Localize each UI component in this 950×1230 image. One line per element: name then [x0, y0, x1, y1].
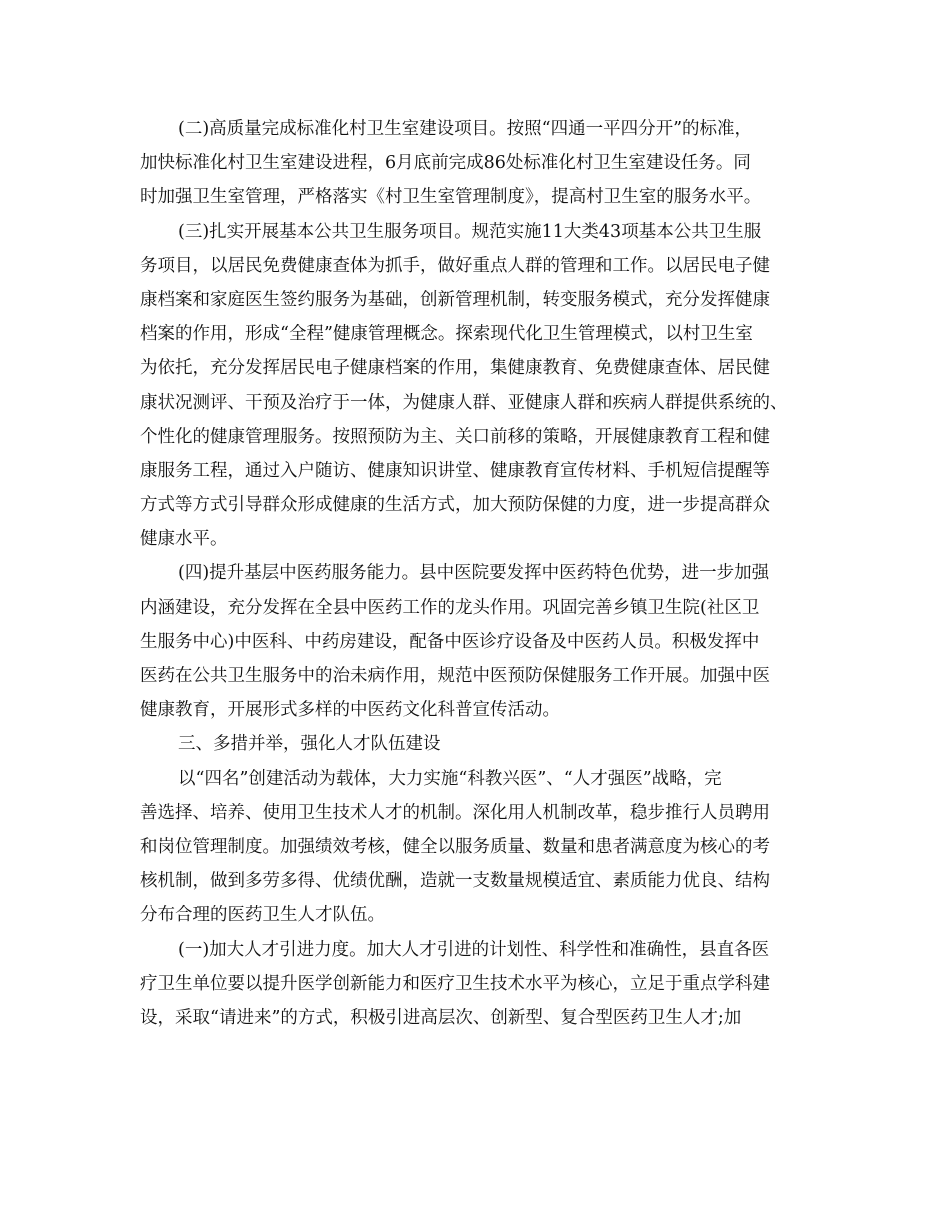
text-line: 善选择、培养、使用卫生技术人才的机制。深化用人机制改革，稳步推行人员聘用 [140, 802, 770, 823]
text-line: 为依托，充分发挥居民电子健康档案的作用，集健康教育、免费健康查体、居民健 [140, 358, 770, 379]
text-line: (四)提升基层中医药服务能力。县中医院要发挥中医药特色优势，进一步加强 [178, 563, 770, 584]
text-line: 生服务中心)中医科、中药房建设，配备中医诊疗设备及中医药人员。积极发挥中 [140, 631, 760, 652]
text-line: 时加强卫生室管理，严格落实《村卫生室管理制度》，提高村卫生室的服务水平。 [140, 187, 762, 208]
text-line: 内涵建设，充分发挥在全县中医药工作的龙头作用。巩固完善乡镇卫生院(社区卫 [140, 597, 760, 618]
text-line: 疗卫生单位要以提升医学创新能力和医疗卫生技术水平为核心，立足于重点学科建 [140, 973, 770, 994]
text-line: 和岗位管理制度。加强绩效考核，健全以服务质量、数量和患者满意度为核心的考 [140, 836, 770, 857]
text-line: 健康水平。 [140, 529, 228, 550]
text-line: 档案的作用，形成“全程”健康管理概念。探索现代化卫生管理模式，以村卫生室 [140, 324, 753, 345]
text-line: 康服务工程，通过入户随访、健康知识讲堂、健康教育宣传材料、手机短信提醒等 [140, 460, 770, 481]
text-line: 加快标准化村卫生室建设进程，6月底前完成86处标准化村卫生室建设任务。同 [140, 153, 751, 174]
text-line: 医药在公共卫生服务中的治未病作用，规范中医预防保健服务工作开展。加强中医 [140, 666, 770, 686]
text-line: 方式等方式引导群众形成健康的生活方式，加大预防保健的力度，进一步提高群众 [140, 495, 770, 516]
text-line: 设，采取“请进来”的方式，积极引进高层次、创新型、复合型医药卫生人才;加 [140, 1007, 742, 1028]
text-line: 康档案和家庭医生签约服务为基础，创新管理机制，转变服务模式，充分发挥健康 [140, 289, 770, 310]
text-line: (一)加大人才引进力度。加大人才引进的计划性、科学性和准确性，县直各医 [178, 939, 770, 960]
body-text [140, 112, 820, 1035]
text-line: 健康教育，开展形式多样的中医药文化科普宣传活动。 [140, 700, 560, 721]
text-line: 分布合理的医药卫生人才队伍。 [140, 905, 385, 926]
text-line: 核机制，做到多劳多得、优绩优酬，造就一支数量规模适宜、素质能力优良、结构 [140, 871, 770, 892]
text-line: (二)高质量完成标准化村卫生室建设项目。按照“四通一平四分开”的标准， [178, 119, 753, 139]
text-line: (三)扎实开展基本公共卫生服务项目。规范实施11大类43项基本公共卫生服 [178, 221, 762, 242]
text-line: 康状况测评、干预及治疗于一体，为健康人群、亚健康人群和疾病人群提供系统的、 [140, 392, 788, 413]
text-line: 以“四名”创建活动为载体，大力实施“科教兴医”、“人才强医”战略，完 [178, 768, 722, 789]
text-line: 个性化的健康管理服务。按照预防为主、关口前移的策略，开展健康教育工程和健 [140, 426, 770, 447]
text-line: 务项目，以居民免费健康查体为抓手，做好重点人群的管理和工作。以居民电子健 [140, 255, 770, 276]
section-heading: 三、多措并举，强化人才队伍建设 [178, 734, 441, 755]
